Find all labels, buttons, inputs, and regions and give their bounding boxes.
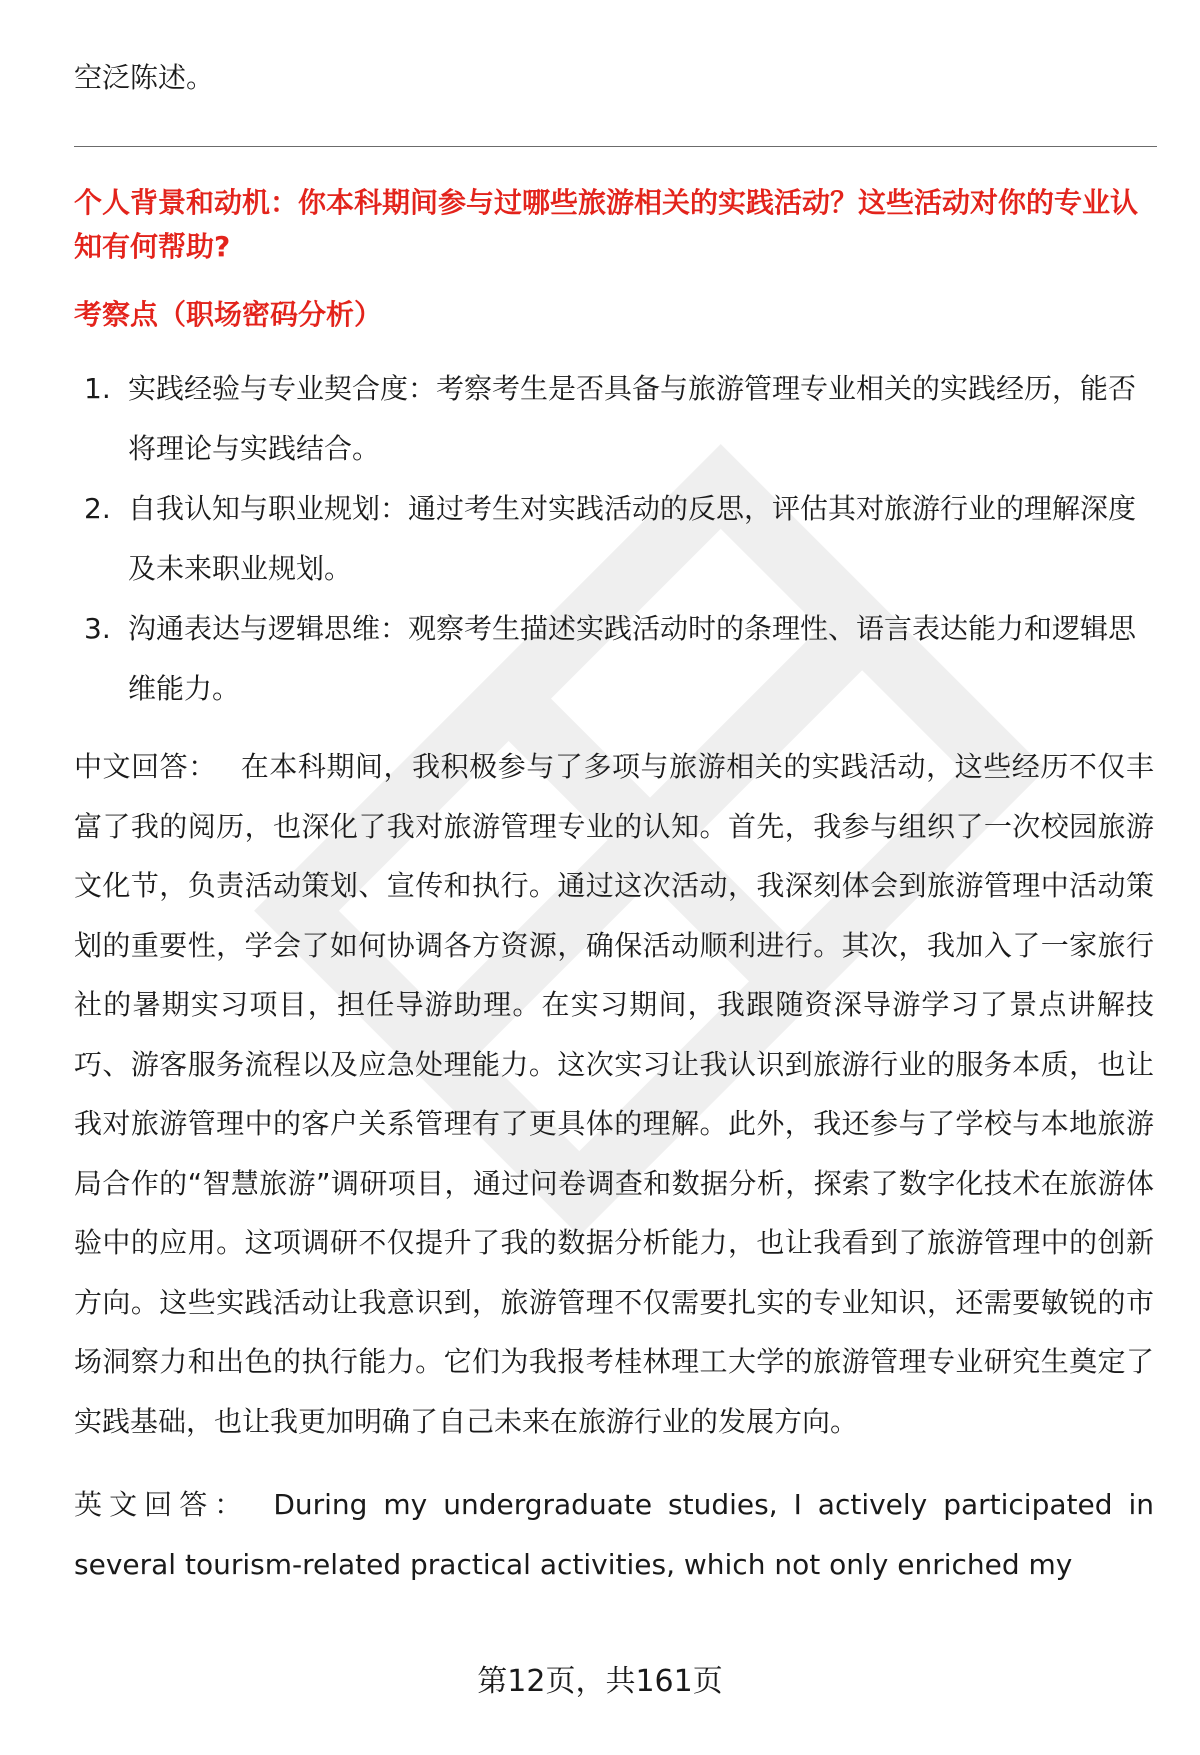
english-answer-label: 英文回答： (74, 1488, 250, 1521)
page-content (74, 48, 1154, 1594)
previous-section-tail: 空泛陈述。 (74, 61, 215, 94)
chinese-answer-text: 在本科期间，我积极参与了多项与旅游相关的实践活动，这些经历不仅丰富了我的阅历，也深化了我对旅游管理专业的认知。首先，我参与组织了一次校园旅游文化节，负责活动策划、宣传和执行。通过这次活动，我深刻体会到旅游管理中活动策划的重要性，学会了如何协调各方资源，确保活动顺利进行。其次，我加入了一家旅行社的暑期实习项目，担任导游助理。在实习期间，我跟随资深导游学习了景点讲解技巧、游客服务流程以及应急处理能力。这次实习让我认识到旅游行业的服务本质，也让我对旅游管理中的客户关系管理有了更具体的理解。此外，我还参与了学校与本地旅游局合作的“智慧旅游”调研项目，通过问卷调查和数据分析，探索了数字化技术在旅游体验中的应用。这项调研不仅提升了我的数据分析能力，也让我看到了旅游管理中的创新方向。这些实践活动让我意识到，旅游管理不仅需要扎实的专业知识，还需要敏锐的市场洞察力和出色的执行能力。它们为我报考桂林理工大学的旅游管理专业研究生奠定了实践基础，也让我更加明确了自己未来在旅游行业的发展方向。 (74, 750, 1154, 1438)
exam-point-item (74, 599, 1154, 719)
exam-point-number: 1. (84, 372, 111, 405)
exam-point-item (74, 359, 1154, 479)
chinese-answer-label: 中文回答： (74, 750, 217, 783)
exam-points-title: 考察点（职场密码分析） (74, 298, 383, 331)
section-divider (74, 146, 1157, 147)
page-number-footer: 第12页，共161页 (477, 1664, 723, 1699)
chinese-answer (74, 737, 1154, 1451)
english-answer (74, 1475, 1154, 1594)
exam-point-text: 沟通表达与逻辑思维：观察考生描述实践活动时的条理性、语言表达能力和逻辑思维能力。 (128, 612, 1137, 705)
exam-points-list (74, 359, 1154, 719)
exam-point-text: 自我认知与职业规划：通过考生对实践活动的反思，评估其对旅游行业的理解深度及未来职业规划。 (128, 492, 1137, 585)
exam-point-text: 实践经验与专业契合度：考察考生是否具备与旅游管理专业相关的实践经历，能否将理论与实践结合。 (128, 372, 1137, 465)
english-answer-text: During my undergraduate studies, I actively participated in several tourism-related practical activities, which not only enriched my (74, 1488, 1154, 1581)
exam-point-number: 2. (84, 492, 111, 525)
exam-point-number: 3. (84, 612, 111, 645)
question-heading: 个人背景和动机：你本科期间参与过哪些旅游相关的实践活动？这些活动对你的专业认知有何帮助? (74, 186, 1139, 263)
exam-point-item (74, 479, 1154, 599)
